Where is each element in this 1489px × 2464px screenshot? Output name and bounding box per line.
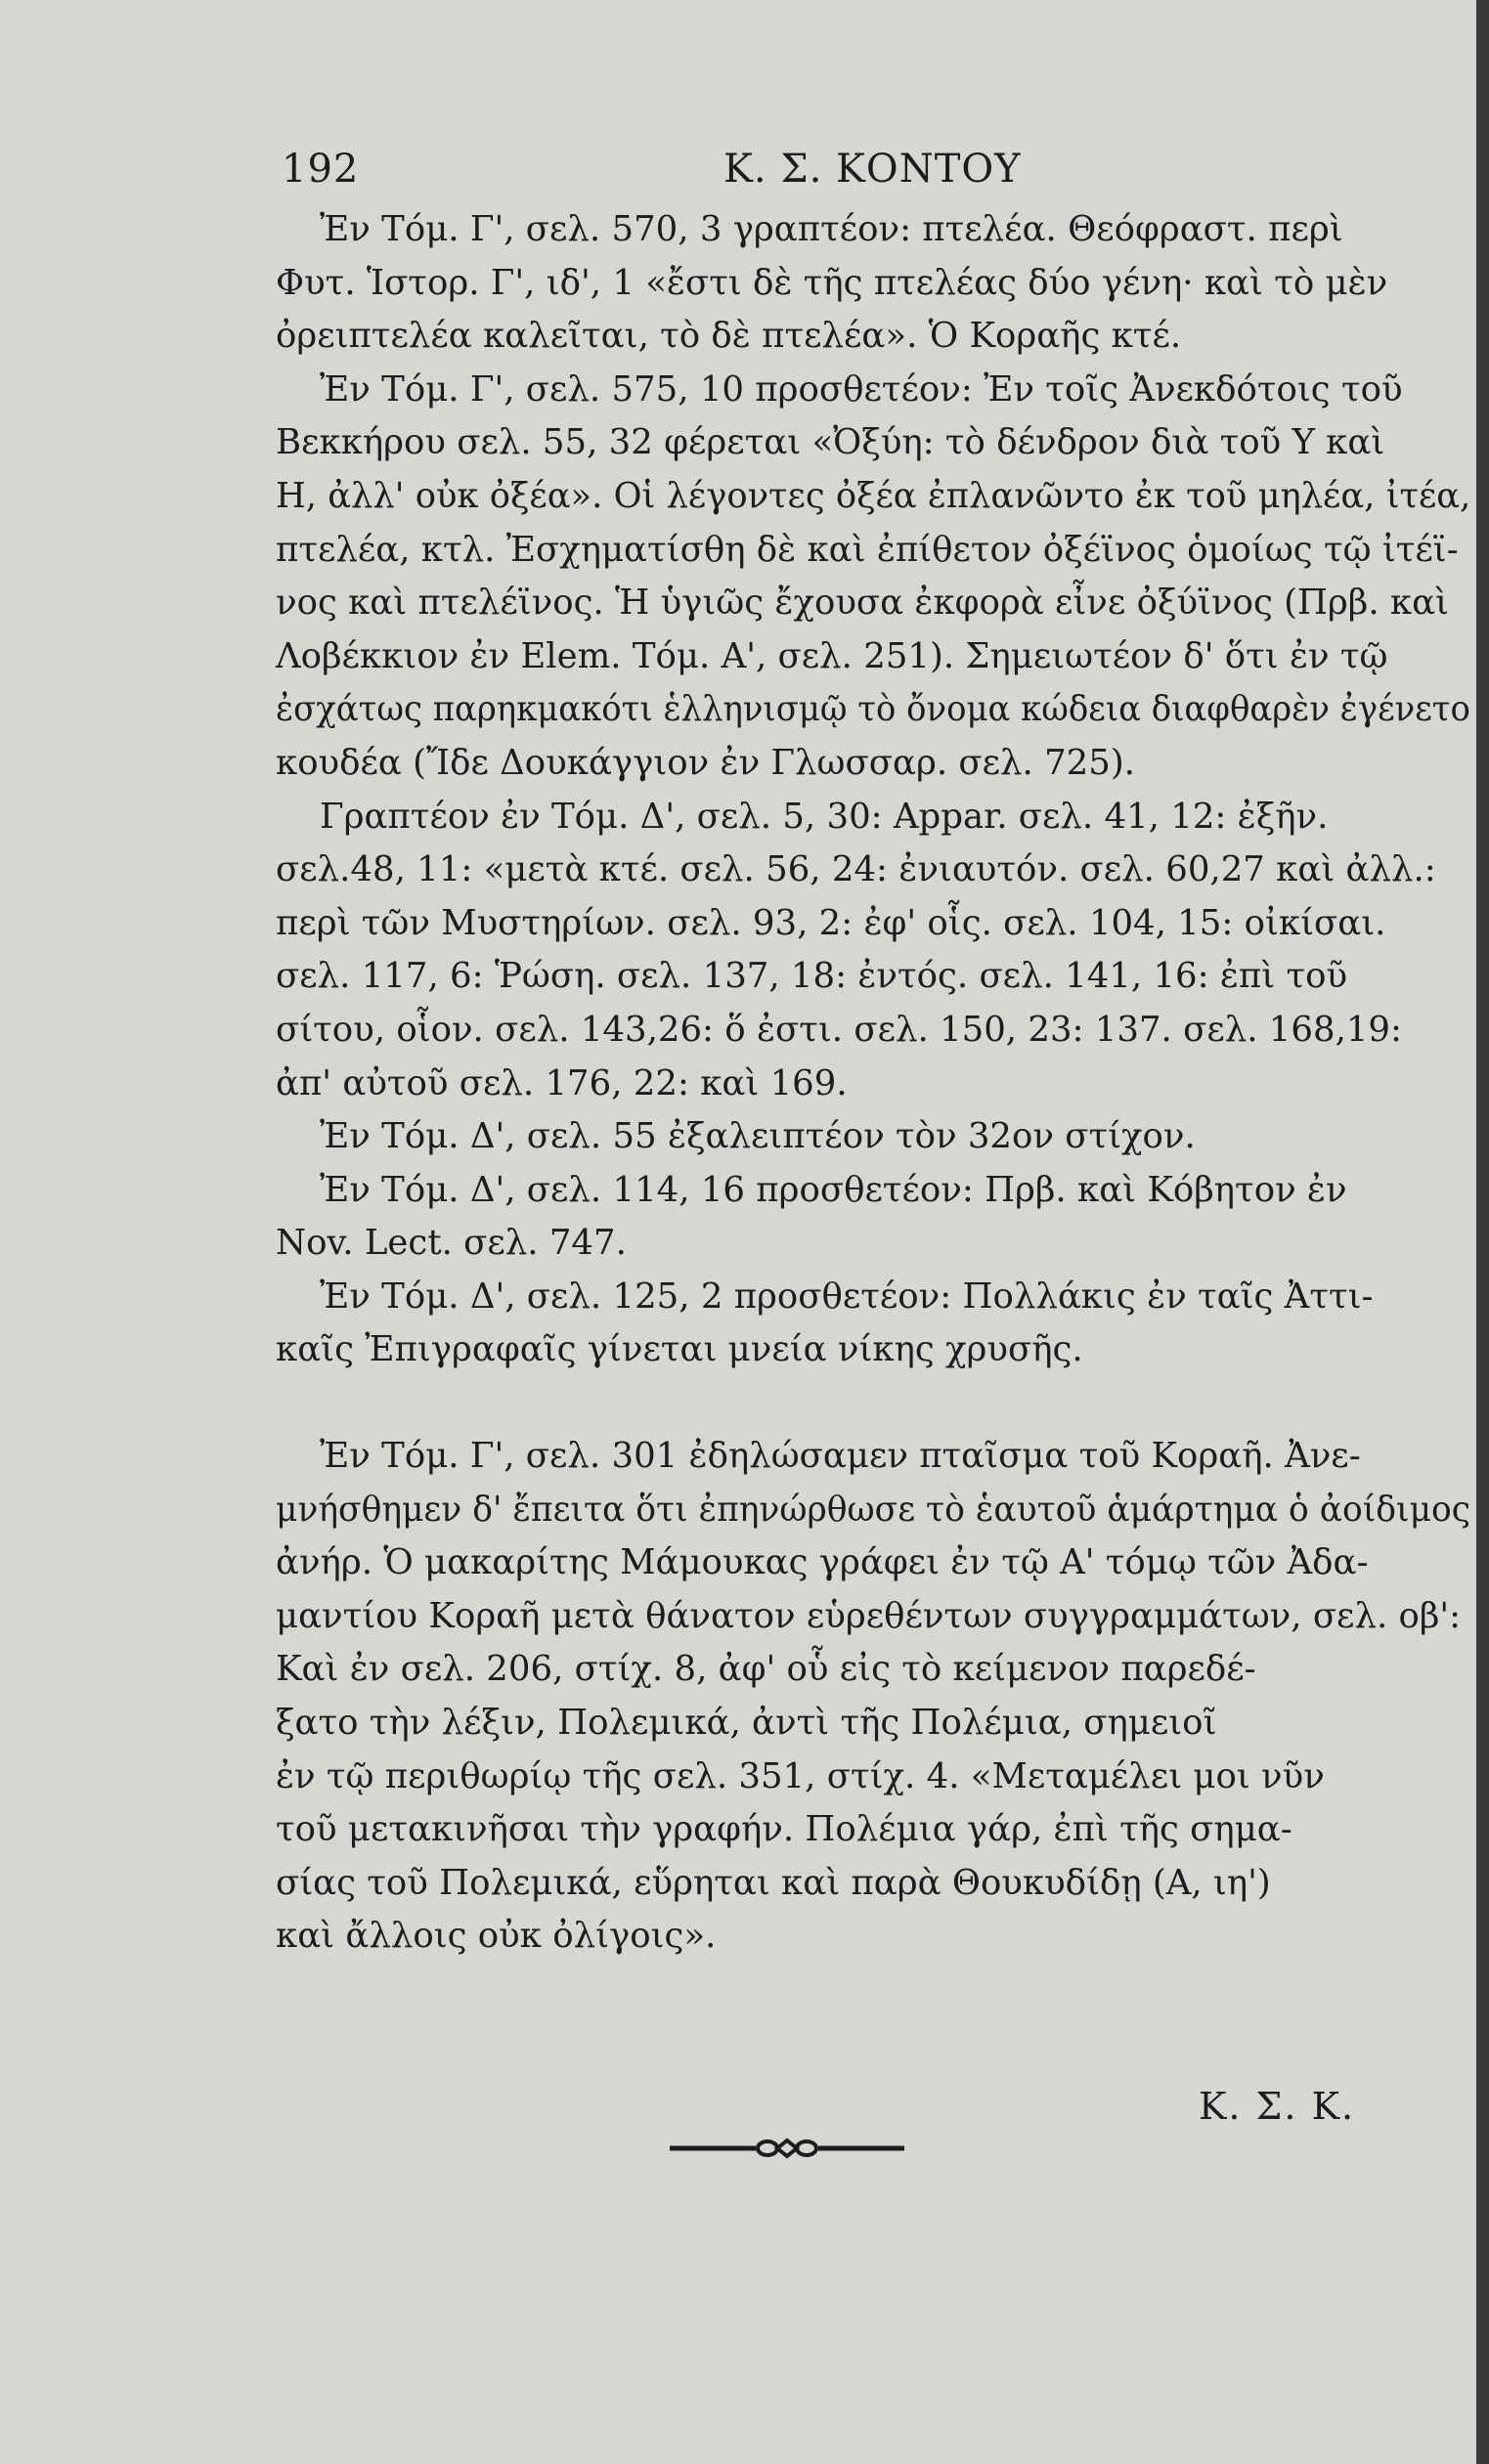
- text-line: Ἐν Τόμ. Γ', σελ. 575, 10 προσθετέον: Ἐν τοῖς Ἀνεκδότοις τοῦ: [320, 368, 1403, 410]
- text-line: σελ.48, 11: «μετὰ κτέ. σελ. 56, 24: ἐνιαυτόν. σελ. 60,27 καὶ ἀλλ.:: [276, 849, 1436, 890]
- text-line: μνήσθημεν δ' ἔπειτα ὅτι ἐπηνώρθωσε τὸ ἑαυτοῦ ἁμάρτημα ὁ ἀοίδιμος: [276, 1489, 1471, 1530]
- text-line: Η, ἀλλ' οὐκ ὀξέα». Οἱ λέγοντες ὀξέα ἐπλανῶντο ἐκ τοῦ μηλέα, ἰτέα,: [276, 475, 1471, 516]
- text-line: Γραπτέον ἐν Τόμ. Δ', σελ. 5, 30: Appar. σελ. 41, 12: ἐξῆν.: [320, 796, 1329, 837]
- text-line: πτελέα, κτλ. Ἐσχηματίσθη δὲ καὶ ἐπίθετον ὀξέϊνος ὁμοίως τῷ ἰτέϊ-: [276, 529, 1459, 570]
- text-line: Ἐν Τόμ. Δ', σελ. 55 ἐξαλειπτέον τὸν 32ον στίχον.: [320, 1116, 1196, 1157]
- text-line: Ἐν Τόμ. Δ', σελ. 114, 16 προσθετέον: Πρβ. καὶ Κόβητον ἐν: [320, 1169, 1347, 1210]
- text-line: τοῦ μετακινῆσαι τὴν γραφήν. Πολέμια γάρ, ἐπὶ τῆς σημα-: [276, 1809, 1292, 1850]
- page-number: 192: [282, 147, 360, 192]
- text-line: ὀρειπτελέα καλεῖται, τὸ δὲ πτελέα». Ὁ Κοραῆς κτέ.: [276, 316, 1182, 357]
- text-line: ἐσχάτως παρηκμακότι ἑλληνισμῷ τὸ ὄνομα κώδεια διαφθαρὲν ἐγένετο: [276, 689, 1470, 730]
- text-line: ξατο τὴν λέξιν, Πολεμικά, ἀντὶ τῆς Πολέμια, σημειοῖ: [276, 1703, 1217, 1744]
- ornament-divider-icon: [670, 2129, 904, 2168]
- text-line: Καὶ ἐν σελ. 206, στίχ. 8, ἀφ' οὗ εἰς τὸ κείμενον παρεδέ-: [276, 1649, 1256, 1690]
- page-edge-shadow: [1476, 0, 1489, 2464]
- text-line: καῖς Ἐπιγραφαῖς γίνεται μνεία νίκης χρυσῆς.: [276, 1329, 1083, 1370]
- running-head: Κ. Σ. ΚΟΝΤΟΥ: [723, 147, 1022, 192]
- body-text: [276, 203, 1470, 1964]
- text-line: κουδέα (Ἴδε Δουκάγγιον ἐν Γλωσσαρ. σελ. 725).: [276, 742, 1135, 783]
- paragraph-gap: [276, 1377, 1470, 1430]
- text-line: Nov. Lect. σελ. 747.: [276, 1223, 627, 1264]
- text-line: σελ. 117, 6: Ῥώση. σελ. 137, 18: ἐντός. σελ. 141, 16: ἐπὶ τοῦ: [276, 956, 1348, 997]
- text-line: Λοβέκκιον ἐν Elem. Τόμ. Α', σελ. 251). Σημειωτέον δ' ὅτι ἐν τῷ: [276, 635, 1388, 676]
- text-line: μαντίου Κοραῆ μετὰ θάνατον εὑρεθέντων συγγραμμάτων, σελ. οβ':: [276, 1595, 1462, 1636]
- text-line: Ἐν Τόμ. Γ', σελ. 301 ἐδηλώσαμεν πταῖσμα τοῦ Κοραῆ. Ἀνε-: [320, 1436, 1361, 1477]
- text-line: Βεκκήρου σελ. 55, 32 φέρεται «Ὀξύη: τὸ δένδρον διὰ τοῦ Υ καὶ: [276, 422, 1385, 463]
- text-line: καὶ ἄλλοις οὐκ ὀλίγοις».: [276, 1916, 717, 1957]
- signature: Κ. Σ. Κ.: [1199, 2085, 1356, 2128]
- text-line: ἀνήρ. Ὁ μακαρίτης Μάμουκας γράφει ἐν τῷ Α' τόμῳ τῶν Ἀδα-: [276, 1542, 1369, 1583]
- text-line: Ἐν Τόμ. Γ', σελ. 570, 3 γραπτέον: πτελέα. Θεόφραστ. περὶ: [320, 209, 1343, 249]
- text-line: Φυτ. Ἱστορ. Γ', ιδ', 1 «ἔστι δὲ τῆς πτελέας δύο γένη· καὶ τὸ μὲν: [276, 262, 1388, 303]
- text-line: Ἐν Τόμ. Δ', σελ. 125, 2 προσθετέον: Πολλάκις ἐν ταῖς Ἀττι-: [320, 1275, 1374, 1317]
- text-line: ἐν τῷ περιθωρίῳ τῆς σελ. 351, στίχ. 4. «Μεταμέλει μοι νῦν: [276, 1755, 1325, 1796]
- text-line: περὶ τῶν Μυστηρίων. σελ. 93, 2: ἐφ' οἷς. σελ. 104, 15: οἰκίσαι.: [276, 902, 1386, 943]
- text-line: σίας τοῦ Πολεμικά, εὕρηται καὶ παρὰ Θουκυδίδῃ (Α, ιη'): [276, 1862, 1271, 1903]
- text-line: σίτου, οἷον. σελ. 143,26: ὅ ἐστι. σελ. 150, 23: 137. σελ. 168,19:: [276, 1009, 1402, 1050]
- text-line: νος καὶ πτελέϊνος. Ἡ ὑγιῶς ἔχουσα ἐκφορὰ εἶνε ὀξύϊνος (Πρβ. καὶ: [276, 583, 1449, 624]
- text-line: ἀπ' αὐτοῦ σελ. 176, 22: καὶ 169.: [276, 1062, 848, 1103]
